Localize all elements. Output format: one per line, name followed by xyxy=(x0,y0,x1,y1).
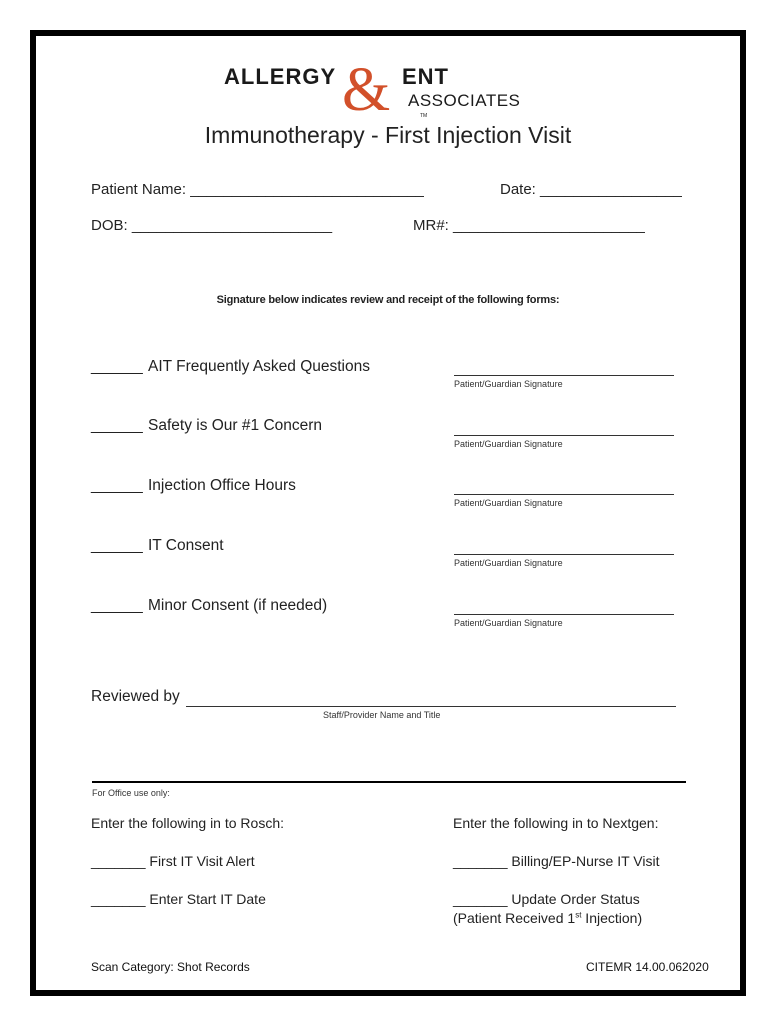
form-check-blank[interactable]: ______ xyxy=(91,358,143,375)
signature-label: Patient/Guardian Signature xyxy=(454,379,563,389)
form-label-it-consent: IT Consent xyxy=(148,537,224,554)
signature-line[interactable] xyxy=(454,554,674,555)
form-check-blank[interactable]: ______ xyxy=(91,597,143,614)
form-check-blank[interactable]: ______ xyxy=(91,417,143,434)
nextgen-update-order-status[interactable]: _______ Update Order Status xyxy=(453,891,640,907)
signature-line[interactable] xyxy=(454,375,674,376)
form-code: CITEMR 14.00.062020 xyxy=(586,960,709,974)
form-label-ait-faq: AIT Frequently Asked Questions xyxy=(148,358,370,375)
signature-label: Patient/Guardian Signature xyxy=(454,618,563,628)
signature-notice: Signature below indicates review and receipt of the following forms: xyxy=(216,294,560,306)
note-superscript: st xyxy=(575,910,582,920)
signature-label: Patient/Guardian Signature xyxy=(454,439,563,449)
staff-provider-label: Staff/Provider Name and Title xyxy=(323,710,441,720)
date-field[interactable]: Date: _________________ xyxy=(500,181,682,198)
page-title: Immunotherapy - First Injection Visit xyxy=(204,122,572,148)
signature-line[interactable] xyxy=(454,494,674,495)
patient-name-field[interactable]: Patient Name: ____________________________ xyxy=(91,181,424,198)
rosch-heading: Enter the following in to Rosch: xyxy=(91,815,284,831)
note-text-b: Injection) xyxy=(581,910,643,926)
logo-word-allergy: ALLERGY xyxy=(224,64,337,89)
signature-line[interactable] xyxy=(454,614,674,615)
logo-word-associates: ASSOCIATES xyxy=(408,91,521,110)
office-divider xyxy=(92,781,686,783)
allergy-ent-logo xyxy=(224,54,564,118)
rosch-first-it-visit-alert[interactable]: _______ First IT Visit Alert xyxy=(91,853,255,869)
form-label-office-hours: Injection Office Hours xyxy=(148,477,296,494)
nextgen-heading: Enter the following in to Nextgen: xyxy=(453,815,659,831)
form-check-blank[interactable]: ______ xyxy=(91,477,143,494)
signature-label: Patient/Guardian Signature xyxy=(454,558,563,568)
office-use-label: For Office use only: xyxy=(92,788,170,798)
note-text-a: (Patient Received 1 xyxy=(453,910,576,926)
dob-field[interactable]: DOB: ________________________ xyxy=(91,217,333,234)
nextgen-first-injection-note xyxy=(453,910,642,926)
form-label-safety: Safety is Our #1 Concern xyxy=(148,417,323,434)
nextgen-billing-visit[interactable]: _______ Billing/EP-Nurse IT Visit xyxy=(453,853,660,869)
scan-category: Scan Category: Shot Records xyxy=(91,960,250,974)
reviewed-by-label: Reviewed by xyxy=(91,688,180,705)
mr-number-field[interactable]: MR#: _______________________ xyxy=(413,217,645,234)
form-label-minor-consent: Minor Consent (if needed) xyxy=(148,597,328,614)
logo-trademark: TM xyxy=(420,113,428,118)
rosch-enter-start-date[interactable]: _______ Enter Start IT Date xyxy=(91,891,266,907)
logo-word-ent: ENT xyxy=(402,64,449,89)
signature-line[interactable] xyxy=(454,435,674,436)
reviewed-by-line[interactable] xyxy=(186,706,676,707)
signature-label: Patient/Guardian Signature xyxy=(454,498,563,508)
form-check-blank[interactable]: ______ xyxy=(91,537,143,554)
form-page xyxy=(30,30,746,996)
logo-ampersand: & xyxy=(342,56,391,118)
